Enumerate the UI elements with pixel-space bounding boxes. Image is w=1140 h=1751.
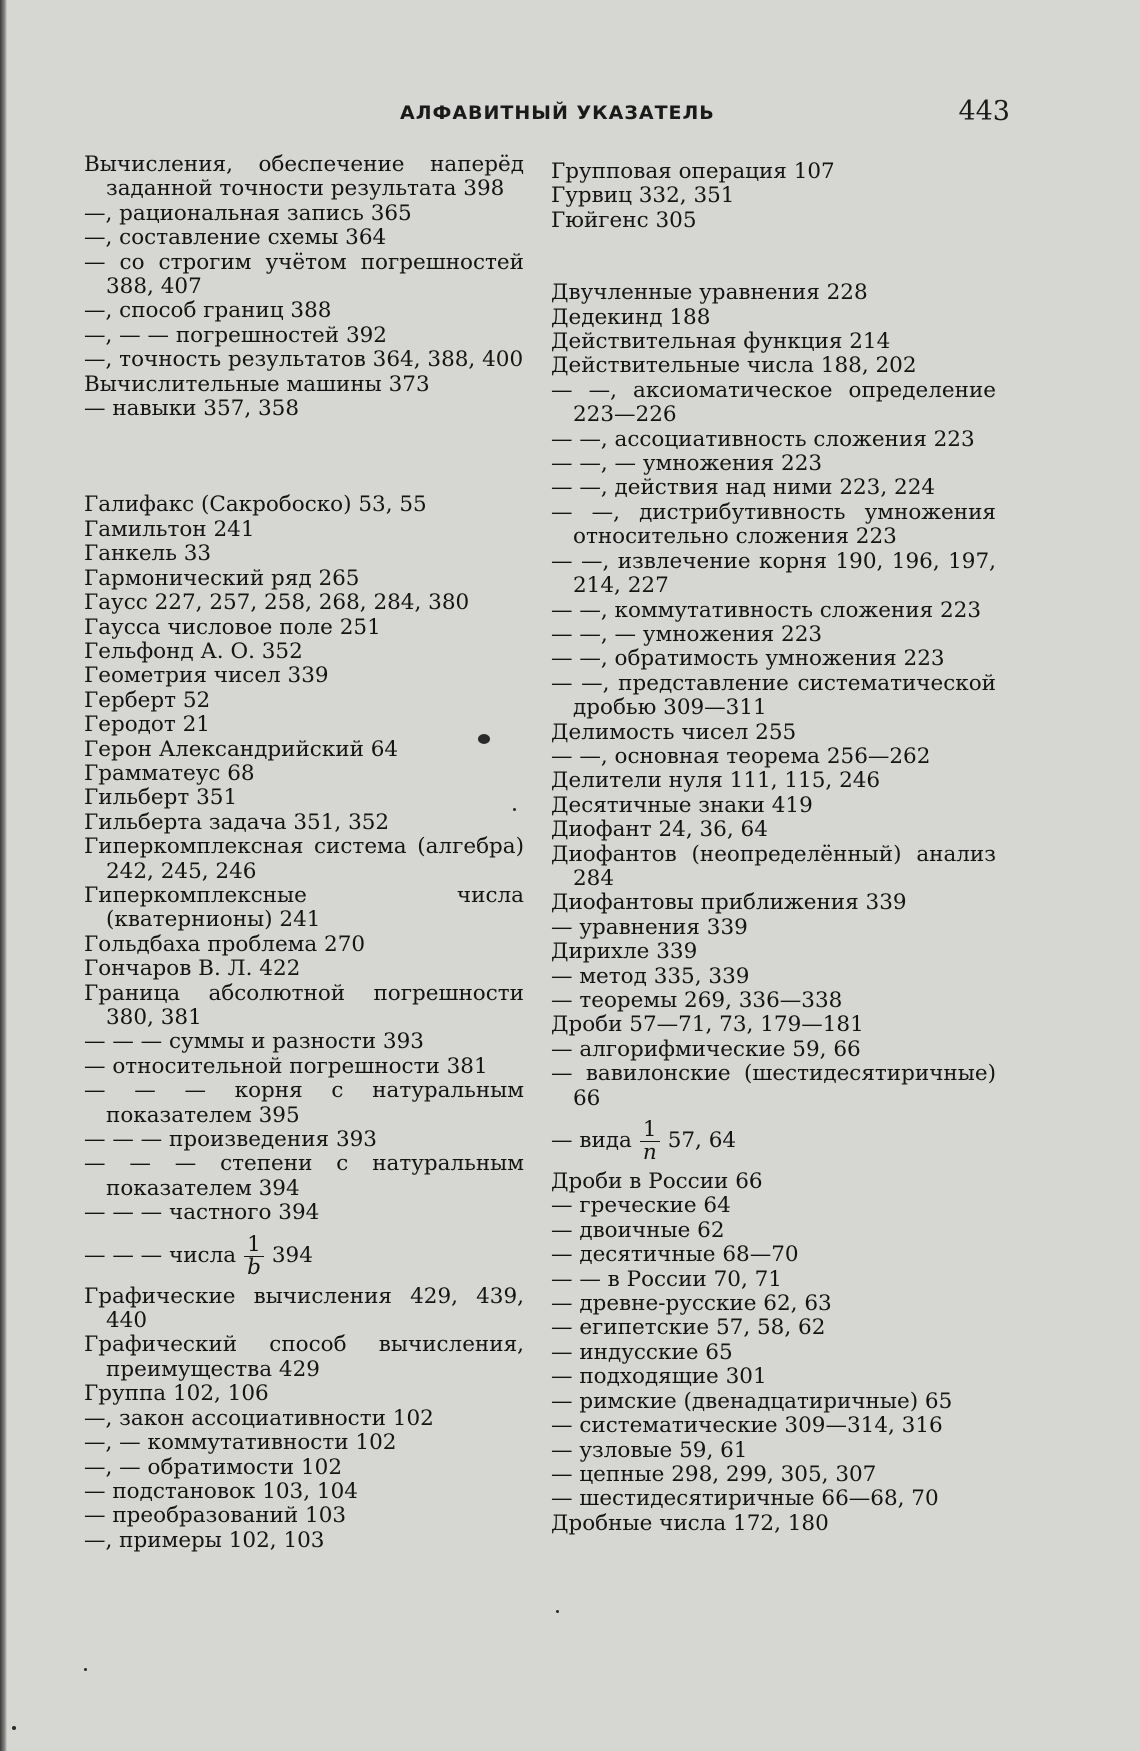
index-entry: —, рациональная запись 365: [84, 200, 412, 226]
fraction-suffix: 394: [271, 1242, 313, 1268]
index-entry: — — — суммы и разности 393: [84, 1029, 424, 1055]
index-entry: Ганкель 33: [84, 541, 212, 567]
index-entry: — подстановок 103, 104: [84, 1478, 358, 1504]
index-entry: — —, коммутативность сложения 223: [551, 597, 982, 623]
index-entry: Диофант 24, 36, 64: [551, 817, 768, 843]
index-entry: Группа 102, 106: [84, 1381, 269, 1407]
index-entry: — десятичные 68—70: [551, 1242, 799, 1268]
index-entry: Делимость чисел 255: [551, 719, 797, 745]
index-entry: — римские (двенадцатиричные) 65: [551, 1388, 953, 1414]
index-entry: — —, действия над ними 223, 224: [551, 475, 936, 501]
index-entry: —, закон ассоциативности 102: [84, 1405, 434, 1431]
index-group: [551, 281, 996, 1111]
index-entry: Гиперкомплексные числа (кватернионы) 241: [84, 882, 524, 933]
index-entry: Десятичные знаки 419: [551, 792, 813, 818]
index-entry: Вычислительные машины 373: [84, 371, 430, 397]
index-entry: — двоичные 62: [551, 1217, 725, 1243]
letter-gap: [84, 421, 524, 493]
index-entry: Двучленные уравнения 228: [551, 280, 868, 306]
index-entry: —, составление схемы 364: [84, 225, 387, 251]
index-entry: — шестидесятиричные 66—68, 70: [551, 1486, 939, 1512]
index-entry: — вавилонские (шестидесятиричные) 66: [551, 1061, 996, 1111]
letter-gap: [551, 233, 996, 281]
index-entry: —, — обратимости 102: [84, 1454, 342, 1480]
index-entry: Действительная функция 214: [551, 329, 891, 355]
index-entry: — — в России 70, 71: [551, 1266, 782, 1292]
index-entry: — —, извлечение корня 190, 196, 197, 214, 227: [551, 548, 996, 599]
index-entry: — систематические 309—314, 316: [551, 1413, 943, 1439]
index-entry: Дедекинд 188: [551, 304, 711, 330]
index-entry: — со строгим учётом погрешностей 388, 407: [84, 249, 524, 300]
page-edge-shadow: [0, 0, 7, 1751]
index-entry: —, — — погрешностей 392: [84, 322, 387, 348]
print-speck: [556, 1610, 559, 1613]
index-entry: —, способ границ 388: [84, 298, 332, 324]
index-entry: — подходящие 301: [551, 1364, 767, 1390]
index-entry: — цепные 298, 299, 305, 307: [551, 1461, 877, 1487]
index-entry: Делители нуля 111, 115, 246: [551, 768, 881, 794]
print-speck: [513, 808, 516, 811]
index-entry: Гамильтон 241: [84, 516, 255, 542]
fraction-denominator: n: [642, 1140, 657, 1166]
index-entry: Грамматеус 68: [84, 760, 255, 786]
index-entry: Гильберт 351: [84, 785, 238, 811]
index-entry: Геометрия чисел 339: [84, 663, 329, 689]
index-entry: — греческие 64: [551, 1193, 731, 1219]
index-entry: Диофантов (неопределённый) анализ 284: [551, 841, 996, 891]
index-entry: — —, — умножения 223: [551, 621, 823, 647]
index-entry: — относительной погрешности 381: [84, 1053, 488, 1079]
index-entry: Гюйгенс 305: [551, 207, 697, 233]
index-entry: — узловые 59, 61: [551, 1437, 748, 1463]
index-entry: — — — произведения 393: [84, 1127, 377, 1153]
index-entry: Дроби в России 66: [551, 1169, 763, 1195]
index-entry: Вычисления, обеспечение наперёд заданной точности результата 398: [84, 152, 524, 202]
fraction: [640, 1119, 660, 1164]
index-group: [551, 160, 996, 233]
index-entry: Дроби 57—71, 73, 179—181: [551, 1012, 864, 1038]
index-entry: —, — коммутативности 102: [84, 1430, 397, 1456]
index-column-left: [84, 153, 524, 1553]
index-entry: Герберт 52: [84, 687, 211, 713]
index-entry: — —, — умножения 223: [551, 451, 823, 477]
index-entry: — уравнения 339: [551, 914, 748, 940]
index-entry: Граница абсолютной погрешности 380, 381: [84, 980, 524, 1030]
fraction-prefix: — вида: [551, 1128, 632, 1154]
index-group: [551, 1170, 996, 1536]
index-entry: Дирихле 339: [551, 939, 698, 965]
index-entry: Гиперкомплексная система (алгебра) 242, 245, 246: [84, 834, 524, 884]
index-entry: Действительные числа 188, 202: [551, 353, 917, 379]
index-entry: — — — корня с натуральным показателем 395: [84, 1078, 524, 1128]
index-entry: — древне-русские 62, 63: [551, 1291, 832, 1317]
index-entry: — метод 335, 339: [551, 963, 750, 989]
index-entry: — —, ассоциативность сложения 223: [551, 426, 975, 452]
index-entry: Геродот 21: [84, 712, 210, 738]
fraction-denominator: b: [247, 1254, 261, 1280]
index-entry: — —, дистрибутивность умножения относительно сложения 223: [551, 499, 996, 550]
print-speck: [478, 734, 490, 744]
index-entry: Галифакс (Сакробоско) 53, 55: [84, 492, 427, 518]
index-entry: — индусские 65: [551, 1339, 733, 1365]
index-entry: Гильберта задача 351, 352: [84, 809, 390, 835]
index-entry: Диофантовы приближения 339: [551, 890, 907, 916]
index-entry-fraction: [84, 1231, 524, 1280]
running-head: АЛФАВИТНЫЙ УКАЗАТЕЛЬ: [400, 102, 715, 124]
index-entry: Дробные числа 172, 180: [551, 1510, 829, 1536]
index-entry: Герон Александрийский 64: [84, 736, 399, 762]
index-entry: — преобразований 103: [84, 1503, 347, 1529]
index-entry: —, примеры 102, 103: [84, 1527, 325, 1553]
index-group: [84, 153, 524, 421]
page-number: 443: [958, 96, 1010, 127]
index-entry: — — — степени с натуральным показателем 394: [84, 1151, 524, 1201]
index-entry: — —, основная теорема 256—262: [551, 743, 931, 769]
index-entry-fraction: [551, 1119, 996, 1164]
index-entry: Гаусс 227, 257, 258, 268, 284, 380: [84, 590, 470, 616]
index-entry: — навыки 357, 358: [84, 396, 300, 422]
index-entry: Гельфонд А. О. 352: [84, 638, 303, 664]
print-speck: [84, 1668, 87, 1671]
index-entry: Гурвиц 332, 351: [551, 183, 735, 209]
page-header: [90, 96, 1010, 136]
fraction-prefix: — — — числа: [84, 1242, 237, 1268]
index-entry: — теоремы 269, 336—338: [551, 988, 843, 1013]
index-entry: — — — частного 394: [84, 1200, 320, 1226]
index-entry: — египетские 57, 58, 62: [551, 1315, 826, 1341]
index-entry: Групповая операция 107: [551, 159, 835, 184]
fraction-numerator: 1: [640, 1119, 660, 1142]
index-entry: Гончаров В. Л. 422: [84, 956, 301, 982]
index-entry: Гармонический ряд 265: [84, 565, 360, 591]
index-column-right: [551, 160, 996, 1536]
index-entry: — алгорифмические 59, 66: [551, 1036, 861, 1062]
fraction: [244, 1231, 264, 1280]
index-entry: — —, аксиоматическое определение 223—226: [551, 377, 996, 428]
index-entry: — —, представление систематической дробью 309—311: [551, 670, 996, 721]
index-entry: Гольдбаха проблема 270: [84, 931, 366, 957]
print-speck: [12, 1726, 16, 1730]
index-entry: —, точность результатов 364, 388, 400: [84, 347, 524, 373]
fraction-numerator: 1: [244, 1234, 264, 1257]
index-entry: Графические вычисления 429, 439, 440: [84, 1283, 524, 1334]
index-group: [84, 493, 524, 1225]
index-entry: — —, обратимость умножения 223: [551, 646, 945, 672]
index-entry: Гаусса числовое поле 251: [84, 614, 381, 640]
index-group: [84, 1285, 524, 1553]
index-entry: Графический способ вычисления, преимущества 429: [84, 1332, 524, 1382]
fraction-suffix: 57, 64: [667, 1128, 737, 1154]
